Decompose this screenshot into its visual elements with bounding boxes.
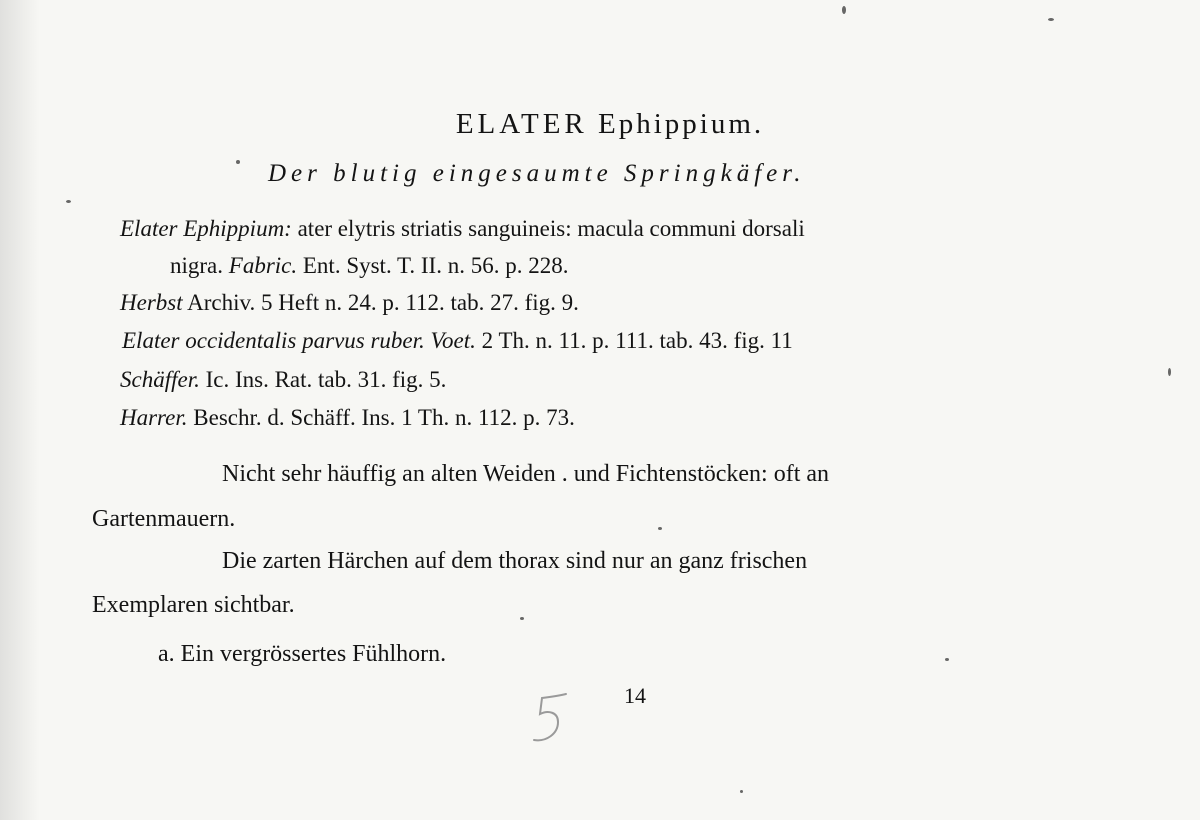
reference-line <box>122 328 793 354</box>
reference-text: Ic. Ins. Rat. tab. 31. fig. 5. <box>199 367 447 392</box>
paragraph-line: Die zarten Härchen auf dem thorax sind nur an ganz frischen <box>222 548 808 574</box>
paragraph-line: Exemplaren sichtbar. <box>92 592 295 618</box>
figure-caption: a. Ein vergrössertes Fühlhorn. <box>158 641 447 667</box>
paragraph-line: Gartenmauern. <box>92 506 236 532</box>
reference-line <box>120 290 579 316</box>
paper-speck <box>236 160 240 164</box>
reference-line <box>120 405 575 431</box>
reference-text: 2 Th. n. 11. p. 111. tab. 43. fig. 11 <box>475 328 793 353</box>
handwritten-pencil-number <box>528 688 578 748</box>
reference-line <box>120 367 446 393</box>
reference-line <box>120 216 805 242</box>
page-number: 14 <box>624 683 646 708</box>
page-subtitle: Der blutig eingesaumte Springkäfer. <box>268 160 806 187</box>
reference-line <box>170 253 568 279</box>
paper-speck <box>842 6 846 14</box>
reference-text: Archiv. 5 Heft n. 24. p. 112. tab. 27. fig. 9. <box>182 290 579 315</box>
reference-author: Elater Ephippium: <box>120 216 292 241</box>
reference-author: Fabric. <box>228 253 298 278</box>
reference-author: Schäffer. <box>120 367 200 392</box>
paper-speck <box>945 658 949 661</box>
reference-text: ater elytris striatis sanguineis: macula communi dorsali <box>291 216 805 241</box>
reference-text: nigra. <box>170 253 229 278</box>
paper-speck <box>658 527 662 530</box>
paragraph-line: Nicht sehr häuffig an alten Weiden . und Fichtenstöcken: oft an <box>222 461 830 487</box>
title-genus: ELATER <box>455 108 588 140</box>
paper-speck <box>520 617 524 620</box>
paper-speck <box>66 200 71 203</box>
reference-author: Elater occidentalis parvus ruber. Voet. <box>122 328 476 353</box>
page-title <box>0 108 1200 141</box>
reference-author: Herbst <box>120 290 183 315</box>
reference-text: Ent. Syst. T. II. n. 56. p. 228. <box>297 253 569 278</box>
paper-speck <box>740 790 743 793</box>
reference-text: Beschr. d. Schäff. Ins. 1 Th. n. 112. p. 73. <box>187 405 575 430</box>
paper-speck <box>1168 368 1171 376</box>
title-species: Ephippium. <box>598 108 765 140</box>
reference-author: Harrer. <box>120 405 188 430</box>
paper-speck <box>1048 18 1054 21</box>
